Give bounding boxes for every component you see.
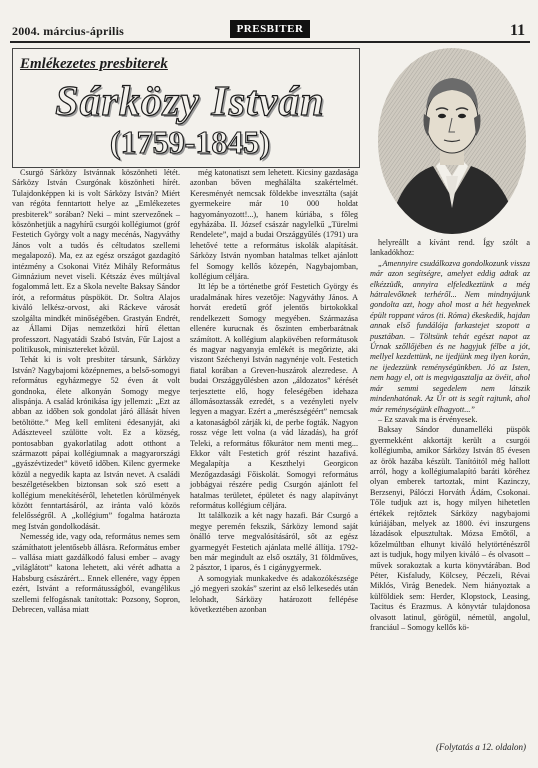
- col3-paragraph-1: helyreállt a kívánt rend. Így szólt a lankadókhoz:: [370, 238, 530, 258]
- column-1: [12, 168, 180, 615]
- article-title: Sárközy István: [55, 79, 325, 125]
- col2-paragraph-4: A somogyiak munkakedve és adakozókészsége „jó megyeri szokás” szerint az első lelkesedés után lelohadt, Sárközy határozott fellépése következtében azonban: [190, 573, 358, 615]
- col1-paragraph-1: Csurgó Sárközy Istvánnak köszönheti létét. Sárközy István Csurgónak köszönheti hírét. Tulajdonképpen ki is volt Sárközy István? Miért van régóta fenntartott helye az „Emlékezetes presbiterek” sorában? Neki – mint szervezőnek – köszönhetjük a nagyhírű csurgói kollégiumot (gróf Festetich György volt a nagy mecénás, Nagyváthy János volt a tudós és céltudatos szellemi megalapozó). Ma, ez az egész országot gazdagító intézmény a Csokonai Vitéz Mihály Református Gimnázium nevet viseli. Kétszáz éves múltjával fogalommá lett. Ez a Skola nevelte Baksay Sándor írót, a református püspököt. Dr. Soltra Alajos kiváló lelkész-orvost, aki Ráckeve városát szolgálta mindkét minőségében. Grastyán Endrét, az Állami Díjas nemzetközi hírű élettan professzort. Nagyatádi Szabó István, Fűr Lajost a politikusok, minisztereket közül.: [12, 168, 180, 354]
- portrait-engraving: [378, 48, 526, 234]
- column-2: [190, 168, 358, 615]
- col1-paragraph-2: Tehát ki is volt presbiter társunk, Sárközy István? Nagybajomi középnemes, a belső-somogyi református egyházmegye 52 éven át volt gondnoka, élete alkonyán Somogy megye alispánja. A család krónikása így jellemzi: „Ezt az abban az időben sok gondolat járó állását híven betöltötte.” Meg kell említeni édesanyját, aki Adászteveel szülötte volt. Ez a község, pontosabban gyakorlatilag adott otthont a származott pápai kollégiumnak a magyarországi „gyászévtizedet” követő időben. Kilenc gyermeke közül a negyedik kapta az István nevet. A családi beszélgetésekben biztonsan sok szó esett a kollégium menekítéséről, lehetetlen körülmények között fenntartásáról, az iránta való közös felelősségről. A „kollégium” fogalma határozta meg István gondolkodását.: [12, 355, 180, 531]
- section-title: Emlékezetes presbiterek: [20, 56, 168, 72]
- continued-note: (Folytatás a 12. oldalon): [436, 742, 526, 752]
- col2-paragraph-3: Itt találkozik a két nagy hazafi. Bár Csurgó a megye peremén fekszik, Sárközy lemond saját önálló terve megvalósításáról, sőt az egész gyarmegyét Festetich ajánlata mellé állítja. 1792-ben már megindult az első osztály, 31 földműves, 2 pásztor, 1 iparos, és 1 cigánygyermek.: [190, 511, 358, 573]
- page-number: 11: [510, 22, 526, 39]
- col3-quote: „Amennyire csudálkozva gondolkozunk vissza már azon segítségre, amelyet eddig adtak az elkézzüdk, annyira elfeledkeztünk a még hátralevőknek terhéről... Nem mindnyájunk gondolta azt, hogy ahol most a hét hegyeknek épült roppant város (ti. Róma) ékeskedik, hajdan annak első fundálója farkastejet szopott a pusztában. – Töltsünk tehát egészt napot az Úrnak szőllőjében és ne hagyjuk félbe a jót, mellyel kezdettünk, ne ijedjünk meg ilyen korán, ne ijedezzünk reménységünkben. Jó az Isten, nem hagy el, ott is megvigasztalja az övéit, ahol már semmi segedelem nem látszik mindenhatónak. Az Úr ott is segít rajtunk, ahol már reménységünk elhagyott...”: [370, 258, 530, 414]
- col3-paragraph-3: Baksay Sándor dunamelléki püspök gyermekként akkortájt került a csurgói kollégiumba, amikor Sárközy István 85 évesen az örök hazába készült. Tanítóitól még hallott arról, hogy a kollégiumalapító baráti köréhez olyan emberek tartoztak, mint Kazinczy, Berzsenyi, Pálóczi Horváth Ádám, Csokonai. Tőle tudjuk azt is, hogy milyen hihetetlen értékek rejtőztek Sárközy nagybajomi kúriájában, melyek az 1800. évi inszurgens lázadások elpusztultak. Mózsa Emőtől, a kőzelmúltban elhunyt kiváló helytörténészről azt is tudjuk, hogy milyen kiváló – és olvasott – művek sorakoztak a kurta könyvtárában. Bod Péter, Kisfaludy, Kölcsey, Péczeli, Révai Miklós, Virág Benedek. Nem hiányoztak a külföldiek sem: Herder, Klopstock, Leasing, Tacitus és Erazmus. A könyvtár tulajdonosa olvasott latinul, görögül, németül, angolul, franciául – Somogy kellős kö-: [370, 425, 530, 633]
- col1-paragraph-3: Nemesség ide, vagy oda, református nemes sem számíthatott jelentősebb állásra. Református ember – vallása miatt gazdálkodó falusi ember – avagy „világlátott” katona lehetett, aki vérét adhatta a Habsburg császárért... Ennek ellenére, vagy éppen ezért, Istvánt a reformátusságból, evangélikus szellemi felfogásnak tanítottak: Pozsony, Sopron, Debrecen, vallása miatt: [12, 532, 180, 615]
- column-3: [370, 238, 530, 633]
- article-years: (1759-1845): [110, 124, 270, 160]
- col2-paragraph-1: még katonatiszt sem lehetett. Kicsiny gazdasága azonban bőven meghálálta szakértelmét. Keresményét nemcsak földekbe invesztálta (saját gyermekeire már 10 000 holdat hagyományozott!...), hanem kúriába, s főleg egyházába. II. József császár nagylelkű „Türelmi Rendelete”, majd a budai Országgyűlés (1791) ura lehetővé tette a református iskolák alapítását. Sárközy István nyomban hatalmas telket ajánlott fel Somogy kellős közepén, Nagybajomban, kollégium céljára.: [190, 168, 358, 282]
- magazine-logo: PRESBITER: [230, 20, 310, 38]
- header-rule: [10, 41, 530, 43]
- col2-paragraph-2: Itt lép be a történetbe gróf Festetich György és uradalmának híres vezetője: Nagyváthy János. A horvát eredetű gróf jelentős birtokokkal rendelkezett Somogy megyében. Származása ellenére kurucnak és őszinten emberbarátnak számított. A kollégium alapkövében reformátusok és magyar nagyanyja emlékét is megőrizte, aki viszont Széchenyi István nagynénje volt. Festetich fiatal korában a Greven-huszárok alezredese. A budai Országgyűlésben azon „áldozatos” kérését terjesztette elő, hogy feleségében idehaza állomásoztassák ezredét, s a vezényleti nyelv legyen a magyar. Ezért a „merészségéért” nemcsak a katonaságból zárják ki, de perbe fogták. Nagyon rossz vége lett volna (a vád lázadás), ha gróf Teleki, a református főkurátor nem menti meg... Ekkor vált Festetich gróf részint hazafivá. Megalapítja a Keszthelyi Georgicon Mezőgazdasági Főiskolát. Somogyi református jobbágyai részére pedig Csurgón ajánlott fel hatalmas területet, épületet és nagy alapítványt református kollégium céljára.: [190, 282, 358, 510]
- issue-date: 2004. március-április: [12, 24, 124, 38]
- col3-paragraph-2: – Ez szavak ma is érvényesek.: [378, 414, 478, 424]
